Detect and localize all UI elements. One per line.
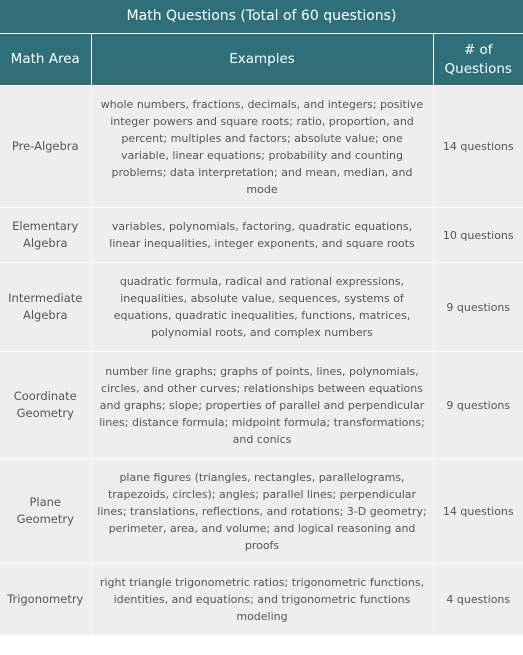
table-row xyxy=(0,86,523,208)
question-count-cell: 14 questions xyxy=(433,459,523,564)
examples-cell: right triangle trigonometric ratios; trigonometric functions, identities, and equations; and trigonometric functions modeling xyxy=(91,564,433,636)
math-area-cell: Intermediate Algebra xyxy=(0,263,91,352)
question-count-cell: 10 questions xyxy=(433,208,523,263)
examples-cell: quadratic formula, radical and rational expressions, inequalities, absolute value, sequences, systems of equations, quadratic inequalities, functions, matrices, polynomial roots, and complex numbers xyxy=(91,263,433,352)
examples-cell: variables, polynomials, factoring, quadratic equations, linear inequalities, integer exponents, and square roots xyxy=(91,208,433,263)
table-row xyxy=(0,263,523,352)
math-area-cell: Coordinate Geometry xyxy=(0,352,91,459)
header-row xyxy=(0,34,523,86)
examples-cell: number line graphs; graphs of points, lines, polynomials, circles, and other curves; relationships between equations and graphs; slope; properties of parallel and perpendicular lines; distance formula; midpoint formula; transformations; and conics xyxy=(91,352,433,459)
question-count-cell: 14 questions xyxy=(433,86,523,208)
math-area-cell: Plane Geometry xyxy=(0,459,91,564)
table-row xyxy=(0,352,523,459)
question-count-cell: 9 questions xyxy=(433,263,523,352)
question-count-cell: 9 questions xyxy=(433,352,523,459)
math-area-cell: Trigonometry xyxy=(0,564,91,636)
column-header-question-count: # of Questions xyxy=(433,34,523,86)
question-count-cell: 4 questions xyxy=(433,564,523,636)
math-questions-table xyxy=(0,34,523,636)
math-area-cell: Pre-Algebra xyxy=(0,86,91,208)
table-row xyxy=(0,564,523,636)
column-header-examples: Examples xyxy=(91,34,433,86)
table-title: Math Questions (Total of 60 questions) xyxy=(0,0,523,34)
table-row xyxy=(0,459,523,564)
table-row xyxy=(0,208,523,263)
column-header-math-area: Math Area xyxy=(0,34,91,86)
examples-cell: whole numbers, fractions, decimals, and integers; positive integer powers and square roots; ratio, proportion, and percent; multiples and factors; absolute value; one variable, linear equations; probability and counting problems; data interpretation; and mean, median, and mode xyxy=(91,86,433,208)
math-area-cell: Elementary Algebra xyxy=(0,208,91,263)
examples-cell: plane figures (triangles, rectangles, parallelograms, trapezoids, circles); angles; parallel lines; perpendicular lines; translations, reflections, and rotations; 3-D geometry; perimeter, area, and volume; and logical reasoning and proofs xyxy=(91,459,433,564)
